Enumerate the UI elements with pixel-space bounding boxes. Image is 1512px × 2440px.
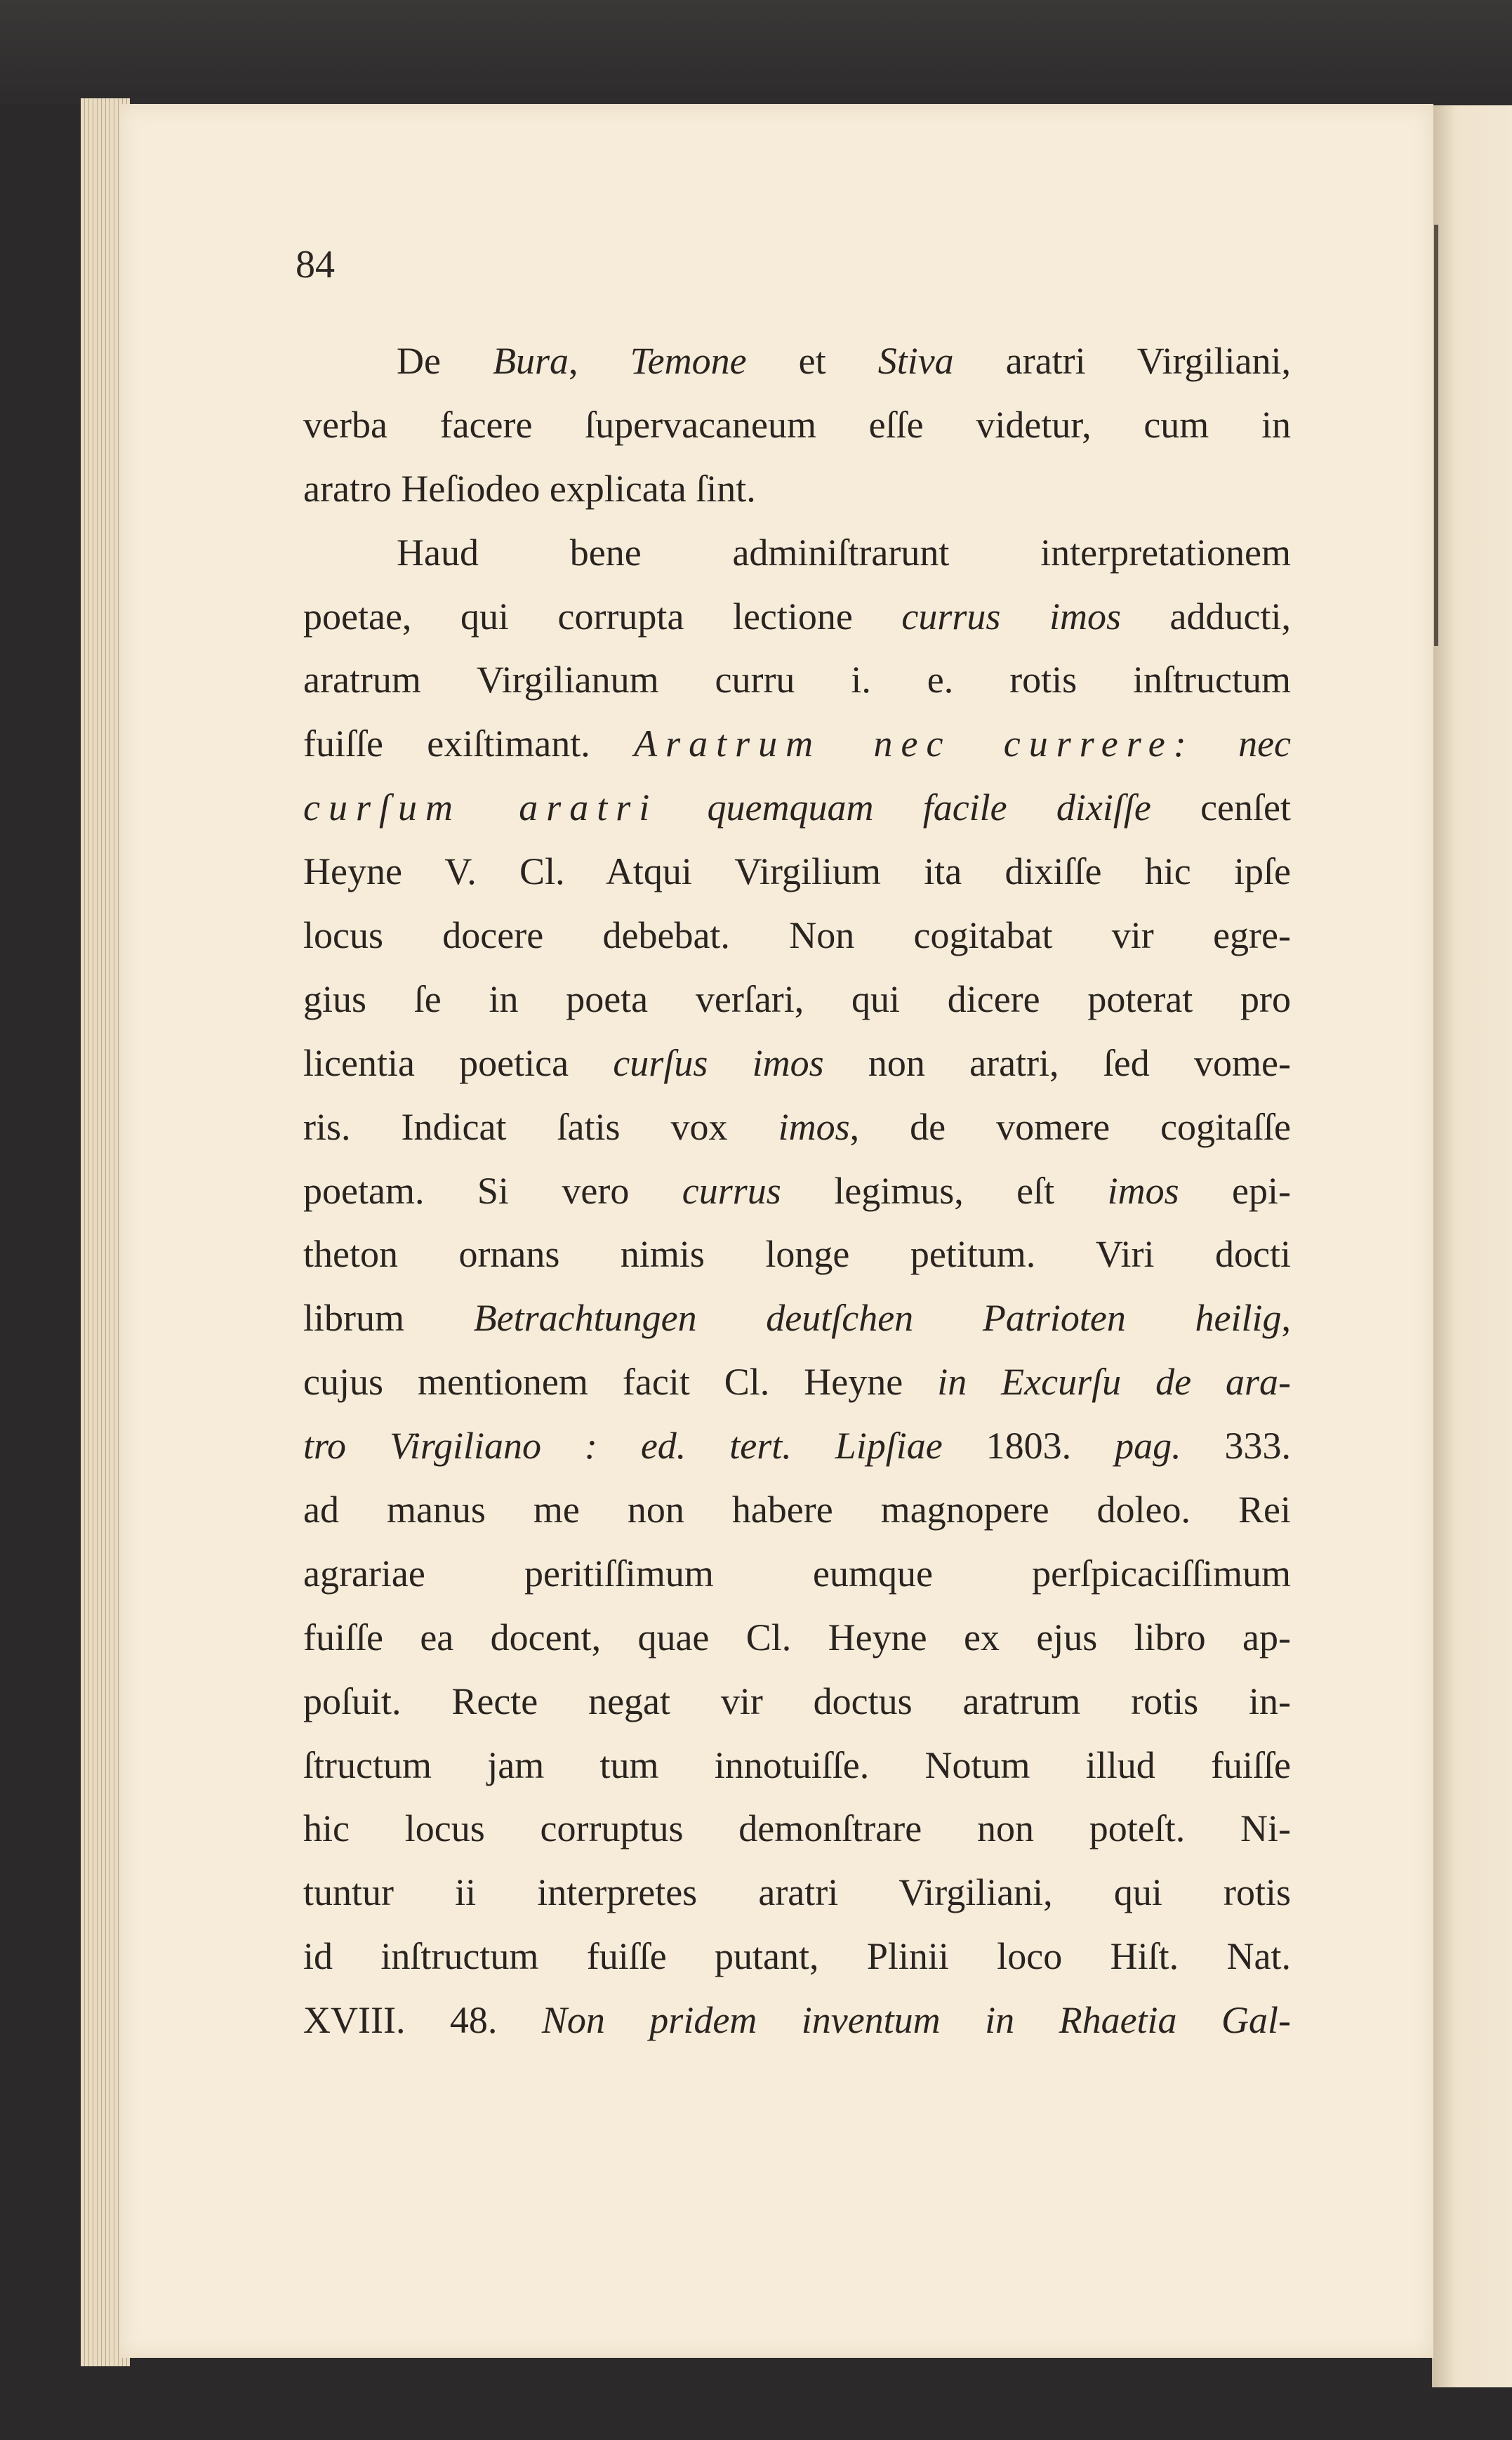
- text-segment: poſuit. Recte negat vir doctus aratrum rotis in-: [303, 1680, 1291, 1722]
- text-line: [303, 776, 1291, 840]
- italic-text: Bura: [493, 340, 569, 382]
- facing-page-edge: [1432, 105, 1512, 2387]
- italic-text: Stiva: [877, 340, 954, 382]
- text-segment: epi-: [1179, 1169, 1292, 1212]
- text-segment: ad manus me non habere magnopere doleo. Rei: [303, 1489, 1291, 1531]
- text-segment: agrariae peritiſſimum eumque perſpicaciſſimum: [303, 1552, 1291, 1595]
- italic-text: imos: [778, 1105, 850, 1148]
- text-line: [303, 393, 1291, 457]
- text-segment: hic locus corruptus demonſtrare non poteſt. Ni-: [303, 1807, 1291, 1850]
- text-segment: 1803.: [942, 1425, 1115, 1468]
- text-segment: aratro Heſiodeo explicata ſint.: [303, 467, 756, 510]
- text-segment: librum: [303, 1297, 474, 1340]
- text-segment: et: [746, 340, 878, 382]
- text-line: [303, 585, 1291, 649]
- text-segment: 333.: [1181, 1425, 1292, 1468]
- text-line: [303, 1734, 1291, 1798]
- text-segment: ,: [1281, 1297, 1291, 1340]
- italic-text: curſum aratri: [303, 786, 658, 829]
- text-segment: ris. Indicat ſatis vox: [303, 1105, 778, 1148]
- text-line: [303, 1031, 1291, 1095]
- italic-text: Non pridem inventum in Rhaetia Gal-: [541, 1999, 1291, 2042]
- body-text: [303, 329, 1291, 2052]
- italic-text: tro Virgiliano : ed. tert. Lipſiae: [303, 1425, 943, 1468]
- text-segment: locus docere debebat. Non cogitabat vir egre-: [303, 914, 1291, 957]
- text-segment: cujus mentionem facit Cl. Heyne: [303, 1361, 938, 1404]
- text-segment: aratri Virgiliani,: [953, 340, 1291, 382]
- text-line: [303, 1286, 1291, 1350]
- italic-text: curſus imos: [613, 1041, 824, 1084]
- text-segment: ſtructum jam tum innotuiſſe. Notum illud fuiſſe: [303, 1743, 1291, 1786]
- text-line: [303, 521, 1291, 585]
- text-line: [303, 648, 1291, 712]
- background: [0, 0, 1512, 105]
- text-line: [303, 1222, 1291, 1286]
- text-line: [303, 1797, 1291, 1861]
- text-segment: tuntur ii interpretes aratri Virgiliani, qui rotis: [303, 1871, 1291, 1914]
- italic-text: nec: [1194, 723, 1292, 765]
- text-segment: non aratri, ſed vome-: [823, 1041, 1291, 1084]
- text-segment: theton ornans nimis longe petitum. Viri docti: [303, 1233, 1291, 1276]
- text-segment: adducti,: [1121, 595, 1291, 638]
- text-segment: De: [397, 340, 493, 382]
- text-segment: gius ſe in poeta verſari, qui dicere poterat pro: [303, 977, 1291, 1020]
- text-line: [303, 1925, 1291, 1989]
- italic-text: Temone: [630, 340, 747, 382]
- text-line: [303, 1159, 1291, 1223]
- text-line: [303, 329, 1291, 393]
- italic-text: currus imos: [901, 595, 1121, 638]
- text-line: [303, 840, 1291, 904]
- page-number: 84: [296, 243, 335, 286]
- italic-text: in Excurſu de ara-: [937, 1361, 1292, 1404]
- text-segment: fuiſſe ea docent, quae Cl. Heyne ex ejus libro ap-: [303, 1616, 1291, 1658]
- text-line: [303, 1542, 1291, 1606]
- italic-text: currus: [682, 1169, 781, 1212]
- text-segment: fuiſſe exiſtimant.: [303, 723, 635, 765]
- italic-text: quemquam facile dixiſſe: [658, 786, 1151, 829]
- text-line: [303, 1414, 1291, 1478]
- text-line: [303, 1861, 1291, 1925]
- text-line: [303, 457, 1291, 521]
- text-segment: licentia poetica: [303, 1041, 614, 1084]
- text-line: [303, 1989, 1291, 2052]
- text-line: [303, 1478, 1291, 1542]
- italic-text: Aratrum nec currere:: [634, 723, 1195, 765]
- text-line: [303, 712, 1291, 776]
- text-segment: legimus, eſt: [781, 1169, 1108, 1212]
- text-line: [303, 1350, 1291, 1414]
- text-segment: , de vomere cogitaſſe: [849, 1105, 1291, 1148]
- text-line: [303, 1606, 1291, 1670]
- italic-text: pag.: [1115, 1425, 1181, 1468]
- text-segment: XVIII. 48.: [303, 1999, 542, 2042]
- text-line: [303, 968, 1291, 1031]
- text-segment: Haud bene adminiſtrarunt interpretationem: [397, 531, 1291, 574]
- text-segment: verba facere ſupervacaneum eſſe videtur, cum in: [303, 403, 1291, 446]
- italic-text: imos: [1107, 1169, 1179, 1212]
- text-line: [303, 1095, 1291, 1159]
- text-segment: poetae, qui corrupta lectione: [303, 595, 902, 638]
- text-segment: cenſet: [1150, 786, 1291, 829]
- text-segment: id inſtructum fuiſſe putant, Plinii loco Hiſt. Nat.: [303, 1935, 1291, 1978]
- text-line: [303, 904, 1291, 968]
- italic-text: Betrachtungen deutſchen Patrioten heilig: [473, 1297, 1282, 1340]
- text-segment: ,: [569, 340, 630, 382]
- text-segment: poetam. Si vero: [303, 1169, 682, 1212]
- text-line: [303, 1670, 1291, 1734]
- text-segment: aratrum Virgilianum curru i. e. rotis inſtructum: [303, 659, 1291, 701]
- text-segment: Heyne V. Cl. Atqui Virgilium ita dixiſſe hic ipſe: [303, 850, 1291, 893]
- facing-page-shadow: [1434, 225, 1438, 646]
